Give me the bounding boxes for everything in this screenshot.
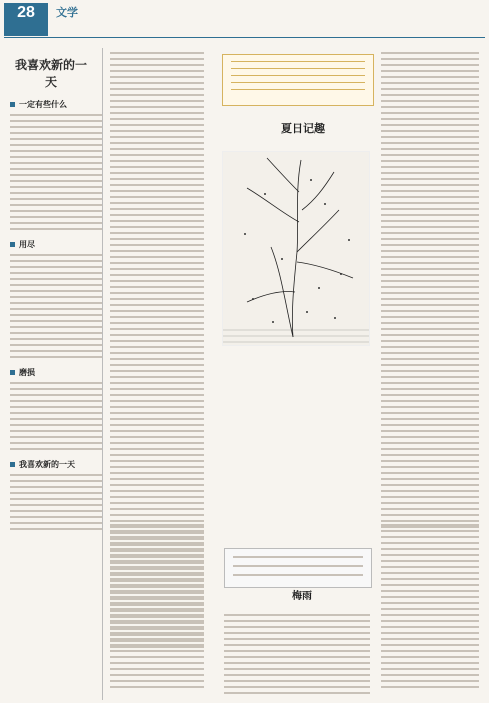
page-number: 28 xyxy=(17,4,35,21)
prose-column-bottom-middle xyxy=(224,610,370,696)
feature-title: 我喜欢新的一天 xyxy=(14,58,87,89)
square-bullet-icon xyxy=(10,102,15,107)
poem-heading-3: 磨损 xyxy=(10,367,102,378)
highlight-box-bottom xyxy=(224,548,372,588)
prose-column-bottom-right xyxy=(381,520,479,696)
poem-heading-1: 一定有些什么 xyxy=(10,99,102,110)
poem-heading-2: 用尽 xyxy=(10,239,102,250)
poem-title: 夏日记趣 xyxy=(281,122,325,135)
square-bullet-icon xyxy=(10,462,15,467)
poem-body-4 xyxy=(10,474,102,530)
tree-sketch-icon xyxy=(223,152,369,345)
page-header xyxy=(0,0,489,38)
section-title: 文学 xyxy=(56,6,78,19)
poem-title-bottom: 梅雨 xyxy=(292,591,312,602)
poem-body-2 xyxy=(10,254,102,358)
highlight-box xyxy=(222,54,374,106)
left-poetry-column xyxy=(10,48,103,700)
square-bullet-icon xyxy=(10,242,15,247)
poem-body-1 xyxy=(10,114,102,230)
prose-column-bottom-left xyxy=(110,520,204,690)
poem-body-3 xyxy=(10,382,102,450)
square-bullet-icon xyxy=(10,370,15,375)
poem-heading-4: 我喜欢新的一天 xyxy=(10,459,102,470)
page-number-box xyxy=(4,3,48,36)
illustration xyxy=(222,151,370,346)
header-rule xyxy=(4,37,485,38)
